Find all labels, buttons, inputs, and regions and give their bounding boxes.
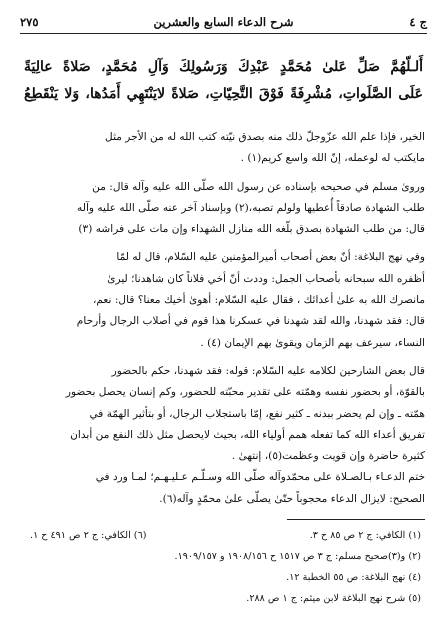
body-line: الخير، فإذا علم الله عزّوجلّ ذلك منه بصدق نيّته كتب الله له من الأجر مثل xyxy=(105,131,425,143)
body-line: قال بعض الشارحين لكلامه عليه السّلام: قوله: فقد شهدنا، حكم بالحضور xyxy=(111,364,425,377)
body-line: الصحيح: لايزال الدعاء محجوباً حتّىٰ يصلّى علىٰ محمّدٍ وآله(٦). xyxy=(159,492,425,505)
body-line: مانصرك الله به علىٰ أعدائك ، فقال عليه السّلام: أهوىٰ أخيك معنا؟ قال: نعم، xyxy=(92,294,425,307)
body-line: طلب الشهادة صادقاً أُعطيها ولولم تصبه،(٢) وبإسناد آخر عنه صلّى الله عليه وآله xyxy=(77,201,425,214)
volume-label: ج ٤ xyxy=(409,15,427,29)
body-line: النساء، سيرعف بهم الزمان ويقوىٰ بهم الإيمان (٤) . xyxy=(200,336,425,349)
body-line: وفي نهج البلاغة: أنّ بعض أصحاب أميرالمؤمنين عليه السّلام، قال له لمّا xyxy=(116,251,425,264)
body-line: بالقوّة، أو بحضور نفسه وهمّته على تقدير محبّته للحضور، وكم إنسان يحصل بحضور xyxy=(65,386,425,399)
commentary-body xyxy=(26,127,425,510)
page-number: ٢٧٥ xyxy=(20,15,39,29)
body-line: تفريق أعداء الله كما تفعله همم أولياء الله، بحيث لايحصل مثل ذلك النفع من أبدان xyxy=(70,428,425,441)
footnotes xyxy=(30,525,421,609)
running-title: شرح الدعاء السابع والعشرين xyxy=(153,15,294,29)
header-rule xyxy=(20,33,427,34)
body-line: همّته ـ وإن لم يحضر ببدنه ـ كثير نفع، إمّا باستجلاب الرجال، أو بتأثير الهمّة في xyxy=(89,407,425,420)
running-header xyxy=(20,14,427,30)
prayer-text xyxy=(24,54,423,108)
footnote: (٥) شرح نهج البلاغة لابن ميثم: ج ١ ص ٢٨٨. xyxy=(246,593,421,604)
body-line: قال: من طلب الشهادة بصدق بلّغه الله منازل الشهداء وإن مات على فراشه (٣) xyxy=(78,223,425,236)
footnote-rule xyxy=(287,519,425,520)
body-line: وروىٰ مسلم في صحيحه بإسناده عن رسول الله صلّى الله عليه وآله قال: من xyxy=(92,180,425,193)
footnote: (١) الكافي: ج ٢ ص ٨٥ ح ٣. xyxy=(309,530,421,541)
prayer-line: أَلـلّهُمَّ صَلِّ عَلىٰ مُحَمَّدٍ عَبْدِكَ وَرَسُولِكَ وَآلِ مُحَمَّدٍ، صَلاةً عالِيَةً xyxy=(24,59,423,75)
body-line: أظفره الله سبحانه بأصحاب الجمل: وددت أنّ أخي فلاناً كان شاهدنا؛ ليرىٰ xyxy=(107,272,425,285)
footnote: (٢) و(٣)صحيح مسلم: ج ٣ ص ١٥١٧ ح ١٩٠٨/١٥٦ و ١٩٠٩/١٥٧. xyxy=(174,551,421,562)
body-line: كثيرة حاضرة وإن قويت وعظمت(٥)، إنتهىٰ . xyxy=(231,450,425,463)
footnote: (٤) نهج البلاغة: ص ٥٥ الخطبة ١٢. xyxy=(286,572,421,583)
prayer-line: عَلَى الصَّلَواتِ، مُشْرِفَةً فَوْقَ التَّحِيّاتِ، صَلاةً لايَنْتَهِي أَمَدُها، وَلا يَنْقَطِعُ xyxy=(24,86,423,102)
body-line: ختم الدعـاء بـالصـلاة على محمّدوآله صلّى الله وسـلّـم عـليـهـم؛ لمـا ورد في xyxy=(95,471,425,484)
body-line: مايكتب له لوعمله، إنّ الله واسع كريم(١) . xyxy=(240,152,425,165)
footnote: (٦) الكافي: ج ٢ ص ٤٩١ ح ١. xyxy=(30,530,147,541)
body-line: قال: فقد شهدنا، والله لقد شهدنا في عسكرنا هذا قوم في أصلاب الرجال وأرحام xyxy=(76,315,425,328)
